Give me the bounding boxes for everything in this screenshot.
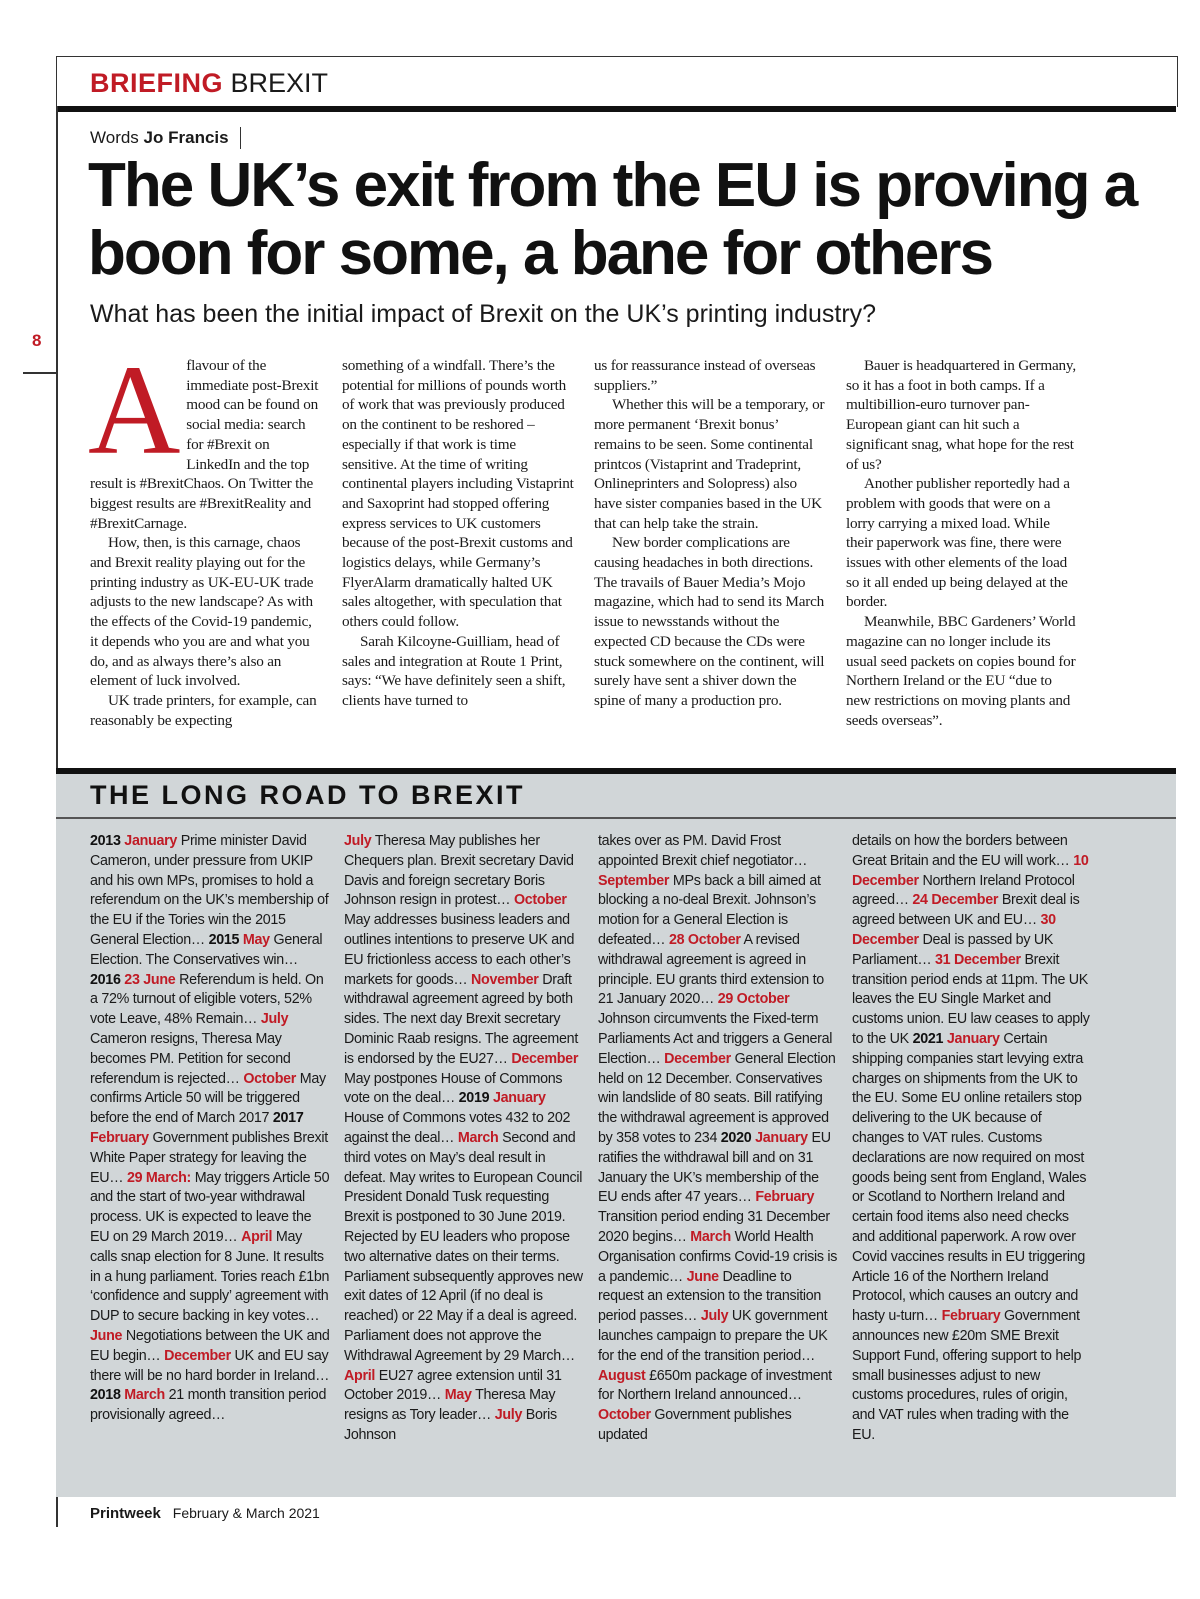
timeline-date: April	[241, 1228, 273, 1245]
timeline-text: Draft withdrawal agreement agreed by both sides. The next day Brexit secretary Dominic Raab resigns. The agreement is endorsed by the EU27…	[344, 971, 578, 1067]
article-paragraph: Another publisher reportedly had a problem with goods that were on a lorry carrying a mixed load. While their paperwork was fine, there were issues with other elements of the load so it all ended up being delayed at the border.	[846, 475, 1070, 611]
article-paragraph: Whether this will be a temporary, or more permanent ‘Brexit bonus’ remains to be seen. Some continental printcos (Vistaprint and Tradeprint, Onlineprinters and Solopress) also have sister companies based in the UK that can help take the strain.	[594, 396, 825, 532]
article-paragraph: Aflavour of the immediate post-Brexit mood can be found on social media: search for #Brexit on LinkedIn and the top result is #BrexitChaos. On Twitter the biggest results are #BrexitReality and #BrexitCarnage.	[88, 339, 319, 532]
section-label	[90, 66, 328, 100]
timeline-date: January	[946, 1030, 1000, 1047]
timeline-text: Prime minister David Cameron, under pressure from UKIP and his own MPs, promises to hold a referendum on the UK’s membership of the EU if the Tories win the 2015 General Election…	[90, 833, 329, 948]
timeline-date: 10 December	[852, 852, 1089, 889]
article-paragraph: Meanwhile, BBC Gardeners’ World magazine can no longer include its usual seed packets on copies bound for Northern Ireland or the EU “due to new restrictions on moving plants and seeds overseas”.	[846, 613, 1076, 729]
standfirst: What has been the initial impact of Brexit on the UK’s printing industry?	[90, 300, 877, 328]
byline-author: Jo Francis	[143, 128, 229, 147]
timeline-date: May	[242, 931, 270, 948]
timeline-date: July	[344, 833, 372, 849]
headline: The UK’s exit from the EU is proving a boon for some, a bane for others	[88, 151, 1137, 288]
page-number: 8	[32, 331, 42, 350]
article-paragraph: us for reassurance instead of overseas suppliers.”	[594, 357, 816, 394]
timeline-date: September	[598, 872, 670, 889]
article-paragraph: New border complications are causing headaches in both directions. The travails of Bauer Media’s Mojo magazine, which had to send its March issue to newsstands without the expected CD because the CDs were stuck somewhere on the continent, will surely have sent a shiver down the spine of many a production pro.	[594, 534, 825, 709]
footer-publication: Printweek	[90, 1505, 161, 1522]
timeline-text: Certain shipping companies start levying extra charges on shipments from the UK to the EU. Some EU online retailers stop delivering to the UK because of changes to VAT rules. Customs declarations are now required on most goods being sent from England, Wales or Scotland to Northern Ireland and certain food items also need checks and additional paperwork. A row over Covid vaccines results in EU triggering Article 16 of the Northern Ireland Protocol, which causes an outcry and hasty u-turn…	[852, 1030, 1087, 1325]
timeline-date: February	[941, 1308, 1001, 1325]
timeline-text: A revised withdrawal agreement is agreed in principle. EU grants third extension to 21 January 2020…	[598, 931, 824, 1008]
timeline-column-2	[344, 832, 584, 1446]
timeline-date: 29 March:	[126, 1169, 191, 1186]
timeline-text: World Health Organisation confirms Covid-19 crisis is a pandemic…	[598, 1228, 838, 1285]
timeline-text: Deadline to request an extension to the transition period passes…	[598, 1268, 822, 1325]
timeline-text: Government announces new £20m SME Brexit Support Fund, offering support to help small businesses adjust to new customs procedures, rules of origin, and VAT rules when trading with the EU.	[852, 1308, 1082, 1443]
timeline-text: Boris Johnson	[344, 1407, 557, 1443]
timeline-text: UK and EU say there will be no hard border in Ireland…	[90, 1347, 330, 1384]
timeline-date: January	[492, 1090, 546, 1107]
timeline-text: May confirms Article 50 will be triggered before the end of March 2017	[90, 1070, 326, 1127]
timeline-date: July	[700, 1308, 729, 1325]
timeline-text: Theresa May publishes her Chequers plan. Brexit secretary David Davis and foreign secretary Boris Johnson resign in protest…	[344, 833, 574, 909]
timeline-text: EU27 agree extension until 31 October 2019…	[344, 1367, 562, 1404]
timeline-text: UK government launches campaign to prepare the UK for the end of the transition period…	[598, 1308, 828, 1364]
timeline-column-1	[90, 832, 330, 1426]
timeline-column-4	[852, 832, 1092, 1446]
timeline-date: November	[471, 971, 539, 988]
section-name: BRIEFING	[90, 68, 224, 98]
timeline-date: May	[444, 1387, 472, 1404]
timeline-text: Deal is passed by UK Parliament…	[852, 931, 1054, 968]
timeline-date: February	[90, 1129, 149, 1146]
left-margin-rule	[56, 106, 58, 768]
timeline-date: 29 October	[717, 991, 790, 1008]
timeline-year: 2017	[272, 1110, 304, 1127]
timeline-text: Cameron resigns, Theresa May becomes PM. Petition for second referendum is rejected…	[90, 1030, 291, 1087]
timeline-date: 30 December	[852, 912, 1056, 948]
footer-issue: February & March 2021	[172, 1505, 320, 1521]
timeline-text: details on how the borders between Great Britain and the EU will work…	[852, 833, 1070, 869]
timeline-date: July	[260, 1011, 289, 1028]
timeline-text: Government publishes Brexit White Paper strategy for leaving the EU…	[90, 1129, 328, 1186]
page-number-rule	[23, 372, 57, 374]
byline	[90, 127, 241, 149]
timeline-date: December	[511, 1050, 579, 1067]
timeline-title-rule	[56, 817, 1176, 819]
timeline-text: Northern Ireland Protocol agreed…	[852, 872, 1075, 909]
timeline-date: December	[664, 1050, 731, 1067]
timeline-text: Brexit transition period ends at 11pm. The UK leaves the EU Single Market and customs union. EU law ceases to apply to the UK	[852, 951, 1090, 1047]
timeline-text: May addresses business leaders and outlines intentions to preserve UK and EU frictionless access to each other’s markets for goods…	[344, 912, 575, 988]
timeline-text: £650m package of investment for Northern Ireland announced…	[598, 1367, 832, 1404]
timeline-text: General Election. The Conservatives win…	[90, 931, 323, 968]
timeline-year: 2020	[720, 1129, 752, 1146]
timeline-year: 2019	[458, 1090, 490, 1107]
timeline-text: May triggers Article 50 and the start of two-year withdrawal process. UK is expected to leave the EU on 29 March 2019…	[90, 1169, 330, 1245]
timeline-text: May postpones House of Commons vote on the deal…	[344, 1070, 563, 1107]
timeline-year: 2013	[90, 833, 121, 849]
article-paragraph: UK trade printers, for example, can reasonably be expecting	[90, 691, 317, 729]
timeline-date: February	[755, 1189, 815, 1206]
timeline-date: January	[124, 833, 178, 849]
timeline-column-3	[598, 832, 838, 1446]
timeline-date: December	[164, 1347, 231, 1364]
article-paragraph: something of a windfall. There’s the potential for millions of pounds worth of work that was previously produced on the continent to be reshored – especially if that work is time sensitive. At the time of writing continental players including Vistaprint and Saxoprint had stopped offering express services to UK customers because of the post-Brexit customs and logistics delays, while Germany’s FlyerAlarm dramatically halted UK sales altogether, with speculation that others could follow.	[342, 357, 574, 631]
article-column-4	[846, 356, 1078, 730]
timeline-text: General Election held on 12 December. Conservatives win landslide of 80 seats. Bill ratifying the withdrawal agreement is approved by 358 votes to 234	[598, 1050, 836, 1146]
timeline-text: takes over as PM. David Frost appointed Brexit chief negotiator…	[598, 833, 808, 869]
footer-rule	[56, 1497, 58, 1527]
article-paragraph: How, then, is this carnage, chaos and Brexit reality playing out for the printing industry as UK-EU-UK trade adjusts to the new landscape? As with the effects of the Covid-19 pandemic, it depends who you are and what you do, and as always there’s also an element of luck involved.	[90, 534, 314, 690]
timeline-date: 24 December	[912, 892, 999, 909]
timeline-date: June	[90, 1327, 123, 1344]
timeline-date: April	[344, 1367, 376, 1384]
timeline-text: Theresa May resigns as Tory leader…	[344, 1387, 556, 1424]
timeline-date: August	[598, 1367, 646, 1384]
timeline-date: January	[755, 1129, 808, 1146]
timeline-text: Johnson circumvents the Fixed-term Parliaments Act and triggers a General Election…	[598, 1011, 833, 1067]
article-paragraph: Sarah Kilcoyne-Guilliam, head of sales and integration at Route 1 Print, says: “We have definitely seen a shift, clients have turned to	[342, 632, 566, 709]
timeline-date: March	[124, 1387, 165, 1404]
timeline-year: 2016	[90, 971, 121, 988]
article-paragraph: Bauer is headquartered in Germany, so it has a foot in both camps. If a multibillion-euro turnover pan-European giant can hit such a significant snag, what hope for the rest of us?	[846, 357, 1076, 473]
timeline-date: March	[457, 1129, 499, 1146]
article-column-3	[594, 356, 826, 711]
timeline-text: Second and third votes on May’s deal result in defeat. May writes to European Council President Donald Tusk requesting Brexit is postponed to 30 June 2019. Rejected by EU leaders who propose two alternative dates on their terms. Parliament subsequently approves new exit dates of 12 April (if no deal is reached) or 22 May if a deal is agreed. Parliament does not approve the Withdrawal Agreement by 29 March…	[344, 1129, 583, 1364]
timeline-date: 23 June	[124, 971, 176, 988]
timeline-text: Government publishes updated	[598, 1407, 792, 1443]
timeline-text: 21 month transition period provisionally agreed…	[90, 1387, 327, 1424]
timeline-year: 2018	[90, 1387, 121, 1404]
timeline-date: 28 October	[668, 931, 741, 948]
drop-cap: A	[88, 339, 181, 481]
timeline-date: March	[690, 1228, 731, 1245]
timeline-date: October	[598, 1407, 651, 1424]
timeline-text: Transition period ending 31 December 2020 begins…	[598, 1209, 830, 1245]
timeline-text: Negotiations between the UK and EU begin…	[90, 1327, 330, 1364]
timeline-date: June	[686, 1268, 719, 1285]
footer	[90, 1504, 320, 1523]
section-topic: BREXIT	[230, 68, 329, 98]
timeline-year: 2021	[912, 1030, 944, 1047]
timeline-date: 31 December	[935, 951, 1021, 968]
timeline-date: October	[243, 1070, 297, 1087]
timeline-text: MPs back a bill aimed at blocking a no-deal Brexit. Johnson’s motion for a General Election is defeated…	[598, 872, 821, 948]
timeline-title: THE LONG ROAD TO BREXIT	[90, 780, 526, 810]
timeline-text: Brexit deal is agreed between UK and EU…	[852, 892, 1080, 929]
timeline-text: Referendum is held. On a 72% turnout of eligible voters, 52% vote Leave, 48% Remain…	[90, 971, 324, 1028]
header-rule	[56, 106, 1176, 112]
timeline-text: May calls snap election for 8 June. It results in a hung parliament. Tories reach £1bn ‘confidence and supply’ agreement with DUP to secure backing in key votes…	[90, 1228, 330, 1325]
timeline-text: House of Commons votes 432 to 202 against the deal…	[344, 1110, 571, 1146]
timeline-year: 2015	[208, 931, 240, 948]
timeline-date: July	[494, 1407, 523, 1424]
timeline-text: EU ratifies the withdrawal bill and on 31 January the UK’s membership of the EU ends after 47 years…	[598, 1129, 831, 1206]
byline-label: Words	[90, 128, 139, 147]
article-column-1	[88, 339, 322, 730]
article-column-2	[342, 356, 574, 711]
timeline-date: October	[513, 892, 567, 909]
